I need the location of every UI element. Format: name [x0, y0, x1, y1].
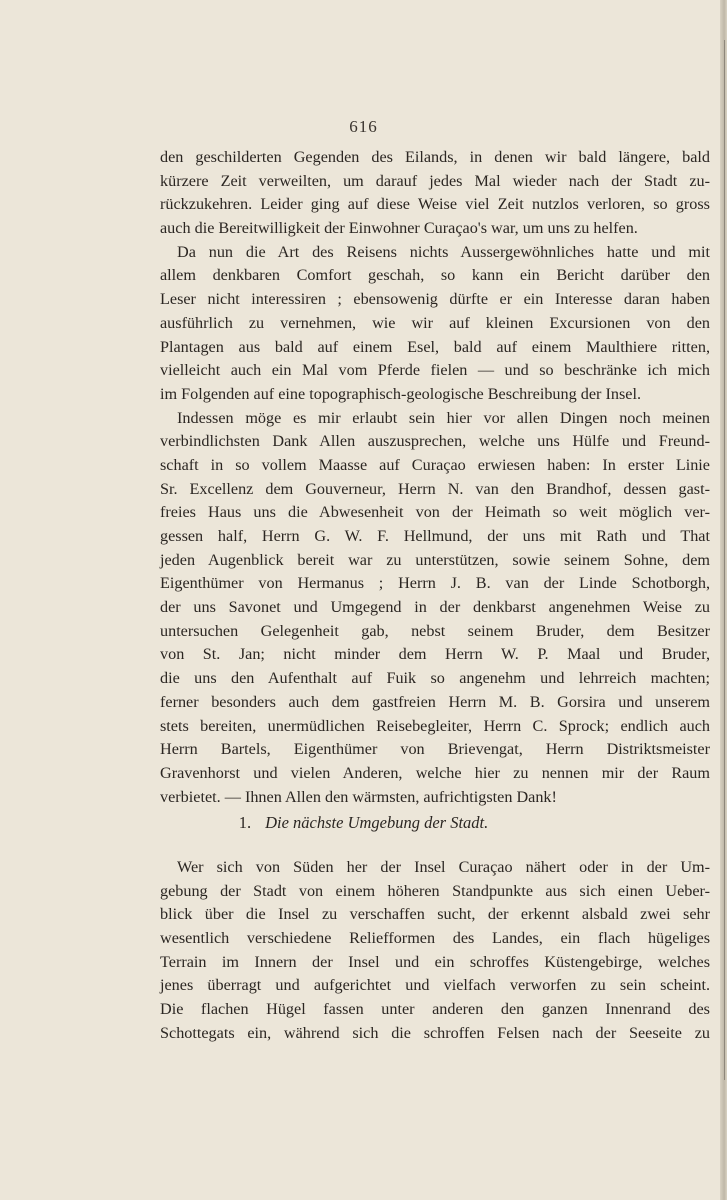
- text-line: vielleicht auch ein Mal vom Pferde fielen — und so beschränke ich mich: [160, 361, 710, 380]
- text-line: stets bereiten, unermüdlichen Reisebegleiter, Herrn C. Sprock; endlich auch: [160, 716, 710, 735]
- text-line: wesentlich verschiedene Reliefformen des Landes, ein flach hügeliges: [160, 929, 710, 948]
- section-number: 1.: [238, 813, 252, 832]
- page-edge-line: [724, 40, 725, 1080]
- text-line: der uns Savonet und Umgegend in der denkbarst angenehmen Weise zu: [160, 598, 710, 617]
- text-line: Schottegats ein, während sich die schroffen Felsen nach der Seeseite zu: [160, 1023, 710, 1042]
- text-line: gebung der Stadt von einem höheren Standpunkte aus sich einen Ueber-: [160, 881, 710, 900]
- text-line: Indessen möge es mir erlaubt sein hier vor allen Dingen noch meinen: [177, 408, 710, 427]
- text-line: jeden Augenblick bereit war zu unterstützen, sowie seinem Sohne, dem: [160, 550, 710, 569]
- section-heading: [0, 811, 727, 835]
- text-line: schaft in so vollem Maasse auf Curaçao erwiesen haben: In erster Linie: [160, 455, 710, 474]
- text-line: Die flachen Hügel fassen unter anderen den ganzen Innenrand des: [160, 1000, 710, 1019]
- text-line: Gravenhorst und vielen Anderen, welche hier zu nennen mir der Raum: [160, 763, 710, 782]
- text-line: Leser nicht interessiren ; ebensowenig dürfte er ein Interesse daran haben: [160, 290, 710, 309]
- text-line: Da nun die Art des Reisens nichts Aussergewöhnliches hatte und mit: [177, 242, 710, 261]
- text-line: verbindlichsten Dank Allen auszusprechen, welche uns Hülfe und Freund-: [160, 432, 710, 451]
- text-line: rückzukehren. Leider ging auf diese Weise viel Zeit nutzlos verloren, so gross: [160, 195, 710, 214]
- section-title: Die nächste Umgebung der Stadt.: [265, 813, 489, 832]
- text-line: von St. Jan; nicht minder dem Herrn W. P. Maal und Bruder,: [160, 645, 710, 664]
- text-line: untersuchen Gelegenheit gab, nebst seinem Bruder, dem Besitzer: [160, 621, 710, 640]
- text-line: die uns den Aufenthalt auf Fuik so angenehm und lehrreich machten;: [160, 669, 710, 688]
- text-line: verbietet. — Ihnen Allen den wärmsten, aufrichtigsten Dank!: [160, 787, 557, 806]
- section-paragraph: [160, 856, 710, 1046]
- text-line: den geschilderten Gegenden des Eilands, in denen wir bald längere, bald: [160, 148, 710, 166]
- text-line: freies Haus uns die Abwesenheit von der Heimath so weit möglich ver-: [160, 503, 710, 522]
- text-line: Plantagen aus bald auf einem Esel, bald auf einem Maulthiere ritten,: [160, 337, 710, 356]
- text-line: ausführlich zu vernehmen, wie wir auf kleinen Excursionen von den: [160, 313, 710, 332]
- text-line: jenes überragt und aufgerichtet und vielfach verworfen zu sein scheint.: [160, 976, 710, 995]
- paragraph-continuation: [160, 146, 710, 809]
- text-line: auch die Bereitwilligkeit der Einwohner Curaçao's war, um uns zu helfen.: [160, 219, 638, 238]
- text-line: Herrn Bartels, Eigenthümer von Brievengat, Herrn Distriktsmeister: [160, 740, 710, 759]
- text-line: blick über die Insel zu verschaffen sucht, der erkennt alsbald zwei sehr: [160, 905, 710, 924]
- text-line: allem denkbaren Comfort geschah, so kann ein Bericht darüber den: [160, 266, 710, 285]
- text-line: Terrain im Innern der Insel und ein schroffes Küstengebirge, welches: [160, 952, 710, 971]
- text-line: im Folgenden auf eine topographisch-geologische Beschreibung der Insel.: [160, 384, 641, 403]
- text-line: Wer sich von Süden her der Insel Curaçao nähert oder in der Um-: [177, 858, 710, 876]
- text-line: Eigenthümer von Hermanus ; Herrn J. B. van der Linde Schotborgh,: [160, 574, 710, 593]
- text-line: ferner besonders auch dem gastfreien Herrn M. B. Gorsira und unserem: [160, 692, 710, 711]
- text-line: kürzere Zeit verweilten, um darauf jedes Mal wieder nach der Stadt zu-: [160, 171, 710, 190]
- text-line: gessen half, Herrn G. W. F. Hellmund, der uns mit Rath und That: [160, 527, 710, 545]
- page-number: 616: [349, 117, 378, 136]
- text-line: Sr. Excellenz dem Gouverneur, Herrn N. van den Brandhof, dessen gast-: [160, 479, 710, 498]
